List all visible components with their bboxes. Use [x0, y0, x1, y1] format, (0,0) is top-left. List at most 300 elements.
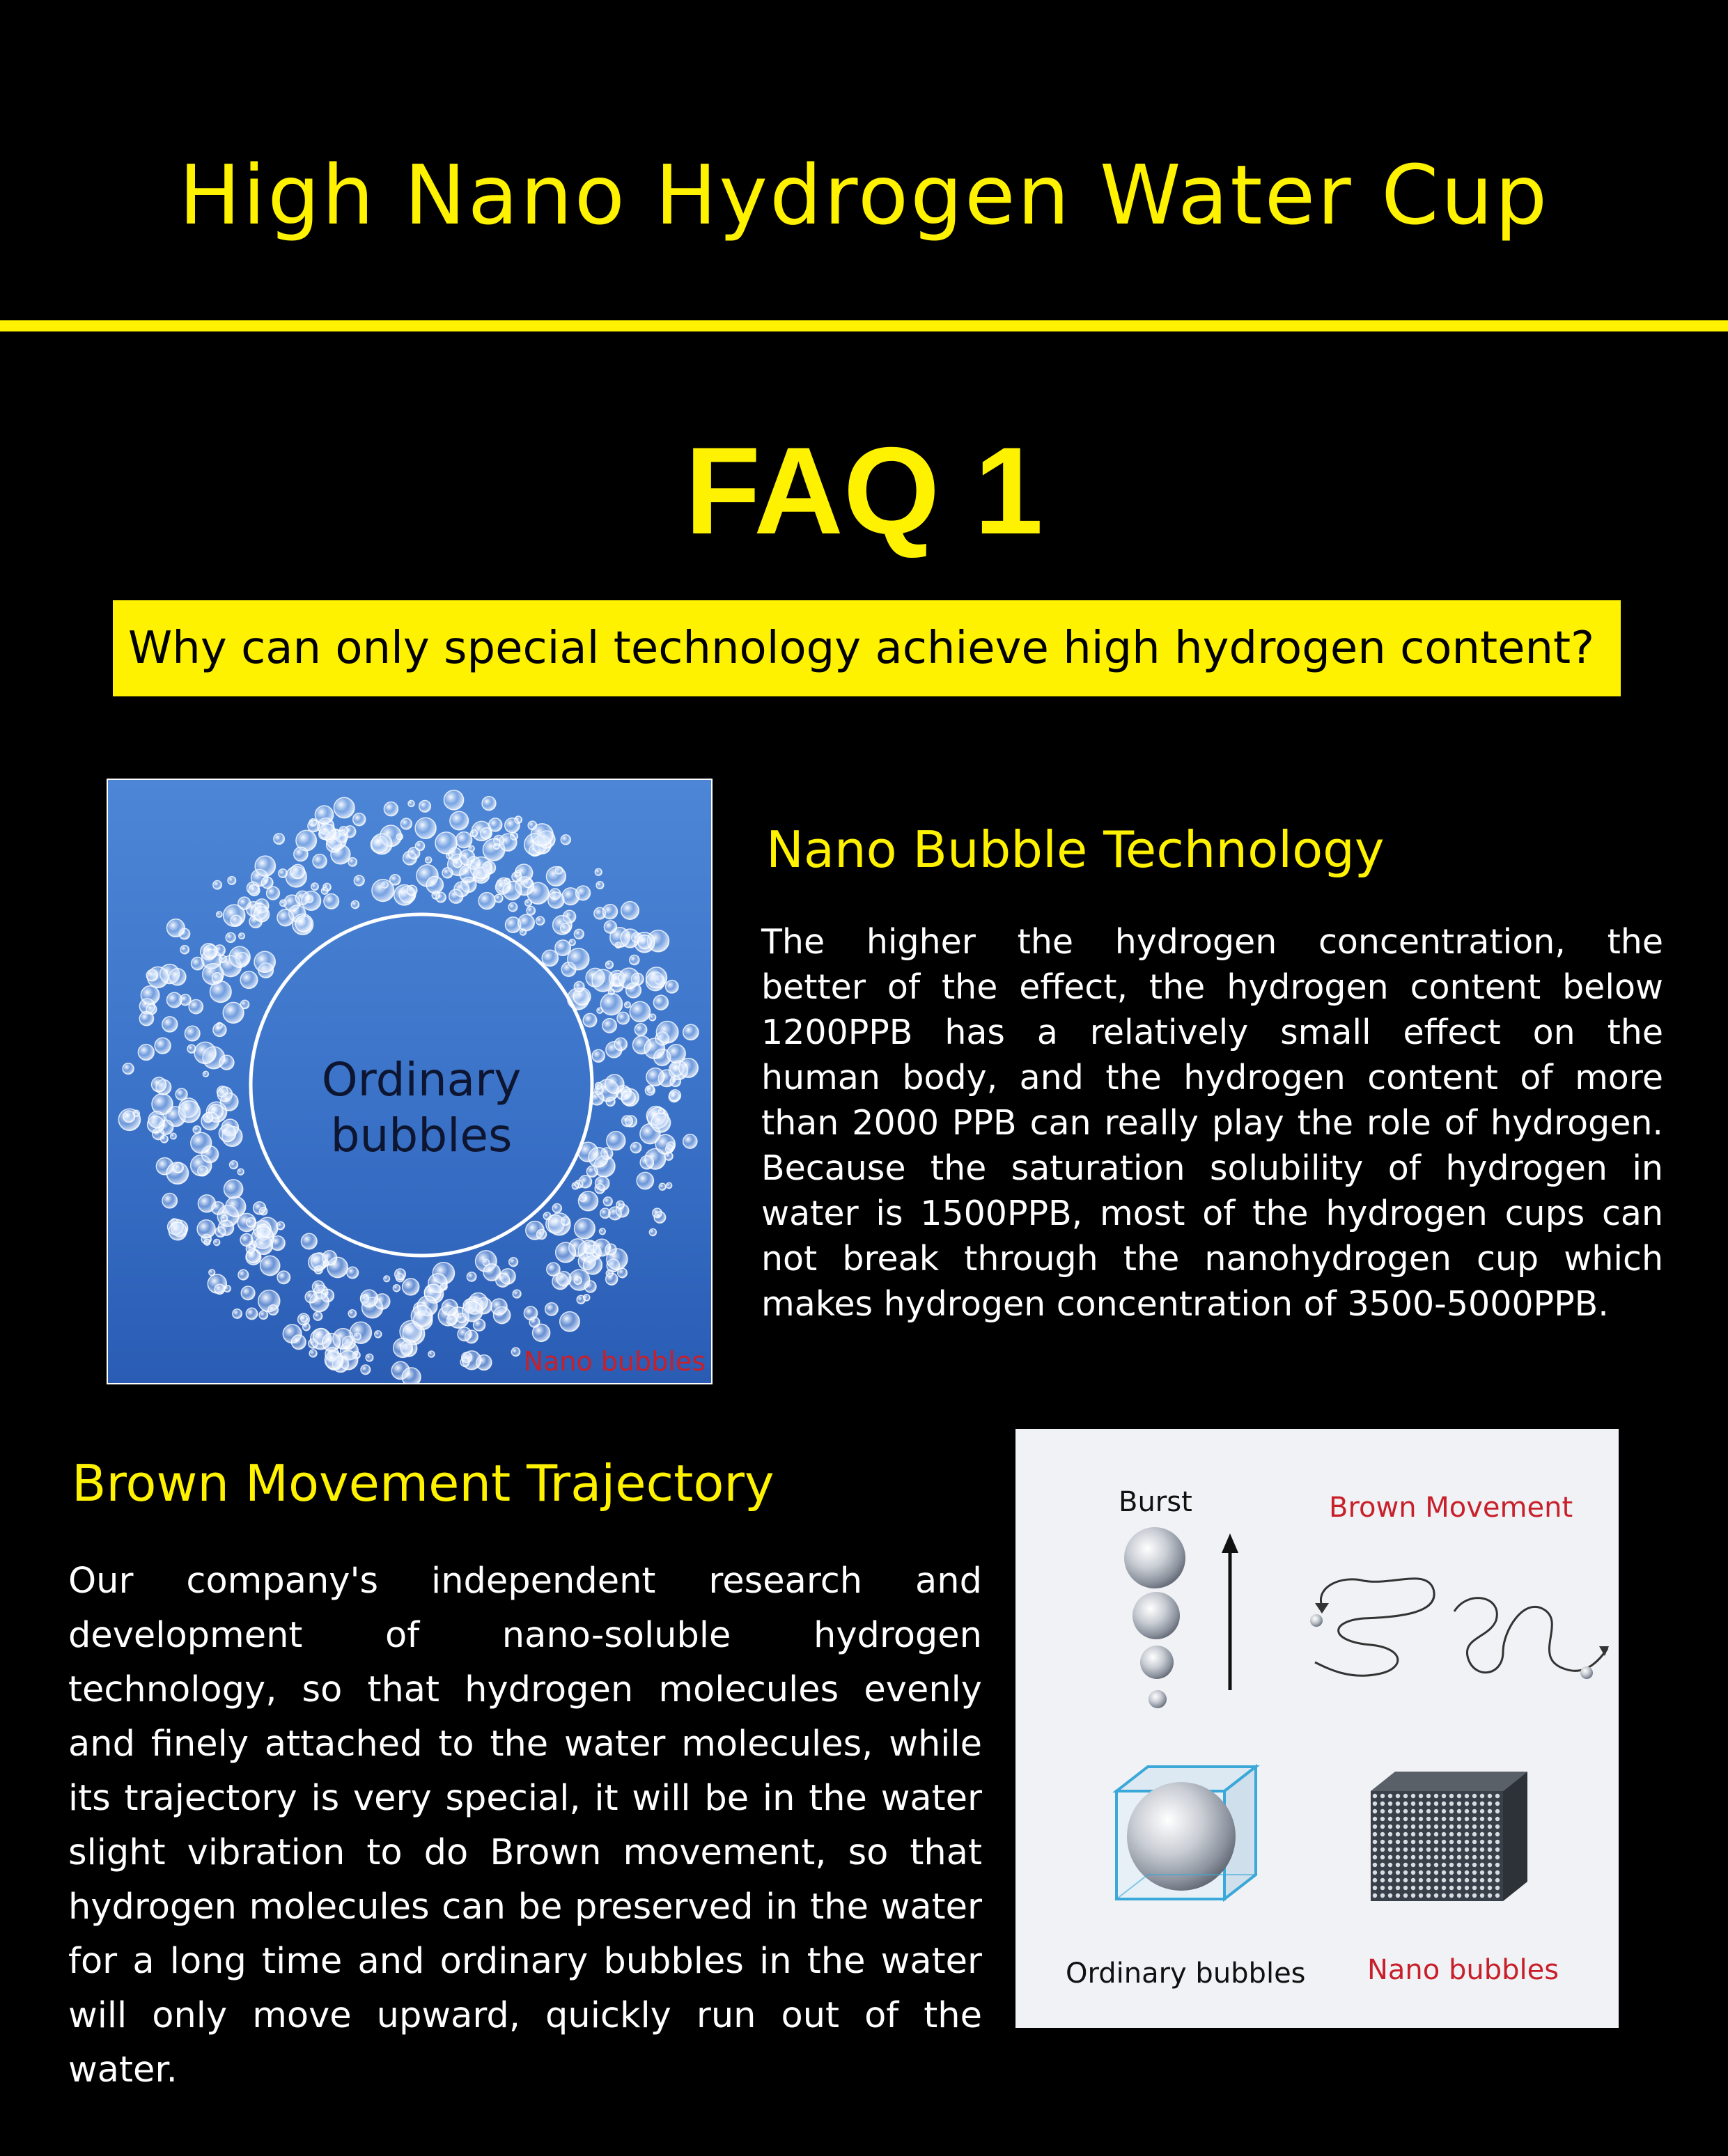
nano-dot — [1472, 1840, 1477, 1844]
nano-dot — [1465, 1817, 1469, 1821]
nano-bubble — [621, 929, 639, 948]
nano-dot — [1380, 1870, 1385, 1875]
nano-bubble — [442, 868, 453, 878]
nano-bubble — [212, 1202, 224, 1214]
nano-bubble — [561, 835, 570, 845]
nano-bubble — [395, 1269, 406, 1280]
nano-dot — [1442, 1809, 1446, 1813]
nano-bubble — [203, 1113, 213, 1123]
nano-bubble — [547, 867, 566, 886]
nano-dot — [1403, 1825, 1408, 1829]
nano-dot — [1457, 1886, 1461, 1890]
nano-dot — [1403, 1809, 1408, 1813]
nano-bubble — [622, 1116, 633, 1127]
faq-heading: FAQ 1 — [685, 421, 1043, 560]
nano-bubble — [524, 879, 533, 888]
nano-dot — [1396, 1840, 1400, 1844]
nano-bubble — [435, 832, 457, 854]
nano-bubble — [259, 1311, 267, 1319]
nano-bubble — [462, 1302, 483, 1322]
nano-dot — [1426, 1863, 1431, 1867]
nano-bubble — [595, 1086, 603, 1094]
nano-bubble — [621, 1091, 635, 1105]
nano-bubble — [241, 1286, 255, 1300]
nano-dot — [1480, 1825, 1484, 1829]
nano-bubble — [400, 818, 412, 829]
nano-bubble — [654, 1212, 665, 1223]
nano-bubble — [123, 1111, 135, 1123]
nano-bubble — [499, 834, 517, 851]
nano-dot — [1411, 1893, 1415, 1898]
paragraph-line: not break through the nanohydrogen cup which — [761, 1239, 1663, 1279]
nano-bubble — [408, 847, 420, 859]
nano-dot — [1396, 1802, 1400, 1806]
nano-bubble — [254, 907, 270, 922]
paragraph-line: hydrogen molecules can be preserved in the water — [68, 1886, 982, 1928]
nano-dot — [1457, 1870, 1461, 1875]
nano-bubble — [478, 893, 495, 909]
nano-bubbles-label: Nano bubbles — [1367, 1954, 1559, 1986]
nano-bubble — [408, 800, 414, 806]
nano-dot — [1388, 1863, 1392, 1867]
nano-dot — [1472, 1794, 1477, 1798]
nano-bubble — [600, 1228, 606, 1235]
paragraph-line: its trajectory is very special, it will be in the water — [68, 1778, 982, 1819]
nano-dot — [1373, 1893, 1377, 1898]
nano-dot — [1465, 1893, 1469, 1898]
nano-dot — [1488, 1840, 1492, 1844]
nano-bubble — [664, 1153, 673, 1161]
nano-bubble — [568, 948, 589, 970]
nano-dot — [1442, 1863, 1446, 1867]
nano-bubble — [161, 1135, 169, 1143]
nano-bubble — [305, 1291, 317, 1303]
nano-dot — [1373, 1802, 1377, 1806]
nano-bubble — [536, 916, 545, 925]
nano-bubble — [324, 894, 339, 909]
paragraph-line: slight vibration to do Brown movement, so that — [68, 1832, 982, 1873]
nano-dot — [1457, 1848, 1461, 1852]
nano-dot — [1388, 1848, 1392, 1852]
nano-bubble — [426, 857, 432, 864]
nano-bubble — [606, 1273, 618, 1285]
nano-bubble — [247, 1218, 256, 1227]
nano-bubble — [348, 1310, 356, 1318]
nano-bubble — [148, 1111, 165, 1128]
nano-bubble — [548, 892, 564, 908]
nano-bubble — [348, 858, 357, 866]
nano-bubble — [169, 1222, 187, 1240]
nano-bubble — [240, 971, 258, 989]
nano-dot — [1396, 1886, 1400, 1890]
nano-dot — [1480, 1802, 1484, 1806]
nano-bubble — [233, 1309, 242, 1318]
nano-bubble — [556, 1242, 576, 1263]
nano-dot — [1373, 1825, 1377, 1829]
nano-dot — [1380, 1893, 1385, 1898]
brown-section-heading: Brown Movement Trajectory — [72, 1454, 775, 1513]
nano-dot — [1426, 1817, 1431, 1821]
nano-dot — [1488, 1794, 1492, 1798]
nano-bubble — [442, 1299, 458, 1315]
nano-bubble — [670, 1076, 680, 1086]
nano-dot — [1411, 1832, 1415, 1836]
nano-dot — [1480, 1878, 1484, 1882]
nano-bubble — [593, 1239, 611, 1256]
nano-bubble — [191, 1132, 212, 1153]
nano-dot — [1495, 1848, 1500, 1852]
nano-dot — [1442, 1832, 1446, 1836]
nano-bubble — [402, 1368, 421, 1384]
nano-dot — [1419, 1832, 1423, 1836]
nano-bubble — [595, 868, 602, 875]
nano-dot — [1434, 1832, 1438, 1836]
nano-bubble — [214, 1240, 220, 1246]
nano-dot — [1434, 1809, 1438, 1813]
nano-bubble — [607, 1132, 625, 1150]
nano-bubble — [277, 1221, 284, 1229]
nano-bubble — [655, 1134, 675, 1154]
nano-dot — [1403, 1870, 1408, 1875]
nano-dot — [1465, 1886, 1469, 1890]
nano-bubble — [494, 843, 499, 849]
nano-dot — [1419, 1870, 1423, 1875]
nano-dot — [1388, 1893, 1392, 1898]
nano-dot — [1426, 1832, 1431, 1836]
nano-dot — [1465, 1870, 1469, 1875]
nano-bubble — [592, 1049, 605, 1062]
nano-bubble — [185, 1026, 200, 1041]
paragraph-line: human body, and the hydrogen content of more — [761, 1058, 1663, 1097]
nano-bubble-cube — [1371, 1772, 1527, 1901]
nano-bubble — [537, 1230, 547, 1240]
nano-dot — [1457, 1794, 1461, 1798]
nano-bubble — [226, 1197, 246, 1217]
nano-bubble — [139, 1012, 153, 1026]
nano-bubble — [203, 1071, 208, 1077]
nano-bubble — [240, 1000, 249, 1008]
nano-dot — [1434, 1794, 1438, 1798]
nano-bubble — [630, 1001, 650, 1022]
nano-bubble — [592, 969, 614, 992]
nano-dot — [1495, 1855, 1500, 1859]
nano-bubble — [155, 1038, 171, 1054]
nano-bubble — [309, 1350, 317, 1357]
nano-bubble — [173, 1163, 183, 1173]
nano-dot — [1449, 1840, 1454, 1844]
nano-bubble — [354, 875, 364, 886]
nano-bubble — [217, 912, 222, 917]
nano-bubble — [279, 869, 287, 877]
nano-bubble — [292, 1335, 306, 1350]
nano-dot — [1403, 1794, 1408, 1798]
nano-bubble — [230, 1161, 238, 1169]
nano-dot — [1373, 1817, 1377, 1821]
nano-bubble — [653, 995, 668, 1010]
nano-bubble — [574, 1277, 582, 1285]
nano-bubble — [503, 882, 522, 900]
paragraph-line: than 2000 PPB can really play the role of hydrogen. — [761, 1103, 1663, 1143]
nano-dot — [1419, 1855, 1423, 1859]
nano-bubble — [586, 1166, 598, 1177]
burst-bubble-medium — [1132, 1592, 1180, 1639]
paragraph-line: The higher the hydrogen concentration, the — [761, 922, 1663, 962]
question-banner — [113, 600, 1621, 696]
nano-bubble — [576, 886, 591, 900]
nano-bubble — [428, 1274, 447, 1292]
nano-bubble — [575, 1218, 596, 1239]
nano-bubble — [167, 992, 182, 1008]
nano-dot — [1396, 1832, 1400, 1836]
nano-bubble — [393, 1285, 400, 1292]
nano-bubble — [313, 1281, 325, 1292]
nano-dot — [1472, 1832, 1477, 1836]
burst-bubble-large — [1124, 1527, 1185, 1588]
nano-dot — [1426, 1886, 1431, 1890]
nano-bubble — [460, 1358, 469, 1367]
brown-trajectory-left — [1315, 1579, 1434, 1675]
nano-dot — [1396, 1848, 1400, 1852]
nano-dot — [1488, 1848, 1492, 1852]
nano-dot — [1419, 1893, 1423, 1898]
nano-dot — [1419, 1878, 1423, 1882]
nano-dot — [1373, 1886, 1377, 1890]
nano-bubble — [618, 968, 639, 989]
nano-dot — [1411, 1817, 1415, 1821]
nano-dot — [1411, 1840, 1415, 1844]
nano-bubble — [146, 970, 157, 981]
nano-dot — [1426, 1794, 1431, 1798]
nano-bubble — [584, 1295, 590, 1301]
nano-dot — [1457, 1825, 1461, 1829]
nano-dot — [1442, 1886, 1446, 1890]
nano-dot — [1480, 1893, 1484, 1898]
nano-dot — [1457, 1817, 1461, 1821]
nano-bubble — [638, 935, 652, 949]
nano-dot — [1403, 1802, 1408, 1806]
nano-bubble — [351, 900, 359, 908]
nano-dot — [1495, 1863, 1500, 1867]
nano-dot — [1442, 1855, 1446, 1859]
nano-dot — [1465, 1840, 1469, 1844]
nano-dot — [1419, 1802, 1423, 1806]
nano-bubble — [602, 1019, 616, 1033]
nano-bubble — [645, 1086, 655, 1095]
paragraph-line: and finely attached to the water molecules, while — [68, 1724, 982, 1765]
nano-bubble — [353, 813, 366, 826]
nano-bubble — [428, 1351, 435, 1357]
nano-dot — [1419, 1817, 1423, 1821]
nano-dot — [1449, 1802, 1454, 1806]
nano-bubble — [320, 824, 336, 840]
nano-dot — [1442, 1817, 1446, 1821]
nano-bubble — [579, 1192, 598, 1211]
nano-dot — [1388, 1809, 1392, 1813]
nano-dot — [1403, 1886, 1408, 1890]
nano-dot — [1495, 1794, 1500, 1798]
nano-bubble — [605, 1075, 624, 1093]
nano-dot — [1465, 1794, 1469, 1798]
nano-dot — [1495, 1809, 1500, 1813]
nano-bubble — [169, 969, 186, 985]
nano-bubble — [366, 1354, 373, 1361]
nano-bubble — [545, 1303, 558, 1315]
nano-bubble — [219, 1125, 235, 1141]
nano-dot — [1373, 1855, 1377, 1859]
nano-dot — [1396, 1878, 1400, 1882]
nano-section-heading: Nano Bubble Technology — [766, 820, 1385, 879]
nano-dot — [1488, 1878, 1492, 1882]
nano-dot — [1403, 1878, 1408, 1882]
nano-dot — [1411, 1809, 1415, 1813]
nano-dot — [1457, 1809, 1461, 1813]
nano-dot — [1396, 1855, 1400, 1859]
nano-bubble — [527, 907, 535, 915]
nano-bubble — [219, 955, 226, 962]
nano-dot — [1465, 1855, 1469, 1859]
nano-bubble — [295, 916, 311, 932]
nano-bubble — [630, 955, 639, 965]
nano-dot — [1495, 1825, 1500, 1829]
nano-bubble — [415, 818, 436, 838]
nano-dot — [1403, 1855, 1408, 1859]
nano-bubble — [614, 1038, 627, 1050]
nano-bubble — [141, 986, 159, 1004]
nano-dot — [1411, 1802, 1415, 1806]
nano-dot — [1495, 1802, 1500, 1806]
nano-dot — [1426, 1848, 1431, 1852]
nano-dot — [1480, 1817, 1484, 1821]
nano-dot — [1434, 1855, 1438, 1859]
nano-dot — [1380, 1840, 1385, 1844]
nano-bubble — [407, 885, 417, 896]
nano-dot — [1434, 1825, 1438, 1829]
nano-dot — [1411, 1878, 1415, 1882]
nano-bubble — [505, 818, 520, 833]
nano-bubble — [635, 1024, 646, 1036]
nano-dot — [1495, 1870, 1500, 1875]
nano-dot — [1411, 1886, 1415, 1890]
nano-dot — [1457, 1893, 1461, 1898]
nano-bubble — [255, 1236, 273, 1254]
nano-bubble — [322, 1334, 341, 1352]
nano-bubble — [616, 1201, 624, 1208]
nano-dot — [1373, 1794, 1377, 1798]
nano-dot — [1380, 1855, 1385, 1859]
nano-dot — [1403, 1863, 1408, 1867]
nano-dot — [1457, 1855, 1461, 1859]
nano-bubble — [513, 1290, 521, 1298]
nano-dot — [1388, 1825, 1392, 1829]
page-title: High Nano Hydrogen Water Cup — [178, 147, 1550, 243]
nano-bubble — [656, 1022, 678, 1043]
nano-dot — [1373, 1863, 1377, 1867]
nano-bubble — [625, 1002, 631, 1008]
nano-bubble — [596, 1176, 609, 1190]
nano-bubble — [246, 1308, 257, 1319]
nano-dot — [1380, 1817, 1385, 1821]
paragraph-line: technology, so that hydrogen molecules evenly — [68, 1669, 982, 1710]
nano-bubble — [483, 1264, 500, 1281]
nano-dot — [1442, 1870, 1446, 1875]
nano-bubble — [411, 1306, 433, 1327]
nano-bubble — [617, 1012, 629, 1024]
nano-dot — [1419, 1840, 1423, 1844]
nano-bubble — [600, 1208, 610, 1218]
nano-bubble — [277, 1271, 290, 1283]
nano-bubble — [666, 981, 678, 993]
nano-dot — [1449, 1848, 1454, 1852]
nano-dot — [1465, 1825, 1469, 1829]
nano-dot — [1403, 1840, 1408, 1844]
nano-bubble — [543, 1212, 551, 1220]
nano-dot — [1373, 1832, 1377, 1836]
bubble-comparison-diagram — [1015, 1429, 1619, 2028]
nano-dot — [1495, 1878, 1500, 1882]
nano-bubble — [596, 882, 604, 889]
brown-particle-left — [1310, 1614, 1323, 1627]
nano-bubble — [467, 1272, 476, 1281]
nano-dot — [1480, 1848, 1484, 1852]
nano-bubble — [384, 802, 398, 816]
nano-bubble — [274, 834, 284, 844]
nano-dot — [1457, 1878, 1461, 1882]
nano-dot — [1419, 1809, 1423, 1813]
nano-dot — [1396, 1809, 1400, 1813]
nano-bubble — [667, 1182, 672, 1188]
nano-bubble — [579, 1175, 592, 1188]
nano-bubble — [640, 1156, 653, 1169]
nano-dot — [1495, 1832, 1500, 1836]
nano-bubble — [210, 981, 232, 1003]
nano-bubble — [254, 1202, 266, 1214]
nano-dot — [1373, 1840, 1377, 1844]
nano-dot — [1434, 1802, 1438, 1806]
nano-dot — [1488, 1802, 1492, 1806]
nano-bubble — [470, 857, 492, 880]
nano-bubble — [171, 1133, 177, 1139]
nano-bubble — [556, 1272, 571, 1286]
nano-bubble — [238, 1270, 249, 1280]
nano-bubble — [542, 950, 558, 966]
arrow-up-icon — [1222, 1533, 1238, 1553]
nano-bubble — [649, 1229, 656, 1236]
nano-bubble — [456, 832, 472, 848]
nano-dot — [1396, 1794, 1400, 1798]
nano-dot — [1434, 1817, 1438, 1821]
nano-bubble — [334, 797, 355, 818]
nano-dot — [1388, 1870, 1392, 1875]
nano-dot — [1388, 1855, 1392, 1859]
nano-dot — [1426, 1809, 1431, 1813]
nano-bubble — [215, 1284, 224, 1294]
nano-dot — [1419, 1863, 1423, 1867]
nano-dot — [1411, 1794, 1415, 1798]
nano-dot — [1457, 1840, 1461, 1844]
nano-bubble — [604, 921, 616, 933]
nano-dot — [1449, 1825, 1454, 1829]
nano-bubble — [518, 914, 534, 930]
nano-bubble — [419, 801, 431, 813]
nano-dot — [1396, 1870, 1400, 1875]
nano-bubble — [167, 919, 185, 937]
nano-dot — [1449, 1855, 1454, 1859]
nano-bubble — [520, 929, 527, 935]
nano-dot — [1434, 1863, 1438, 1867]
nano-bubble — [453, 859, 462, 868]
brown-trajectory-right — [1454, 1598, 1608, 1673]
nano-bubble — [403, 1279, 419, 1295]
